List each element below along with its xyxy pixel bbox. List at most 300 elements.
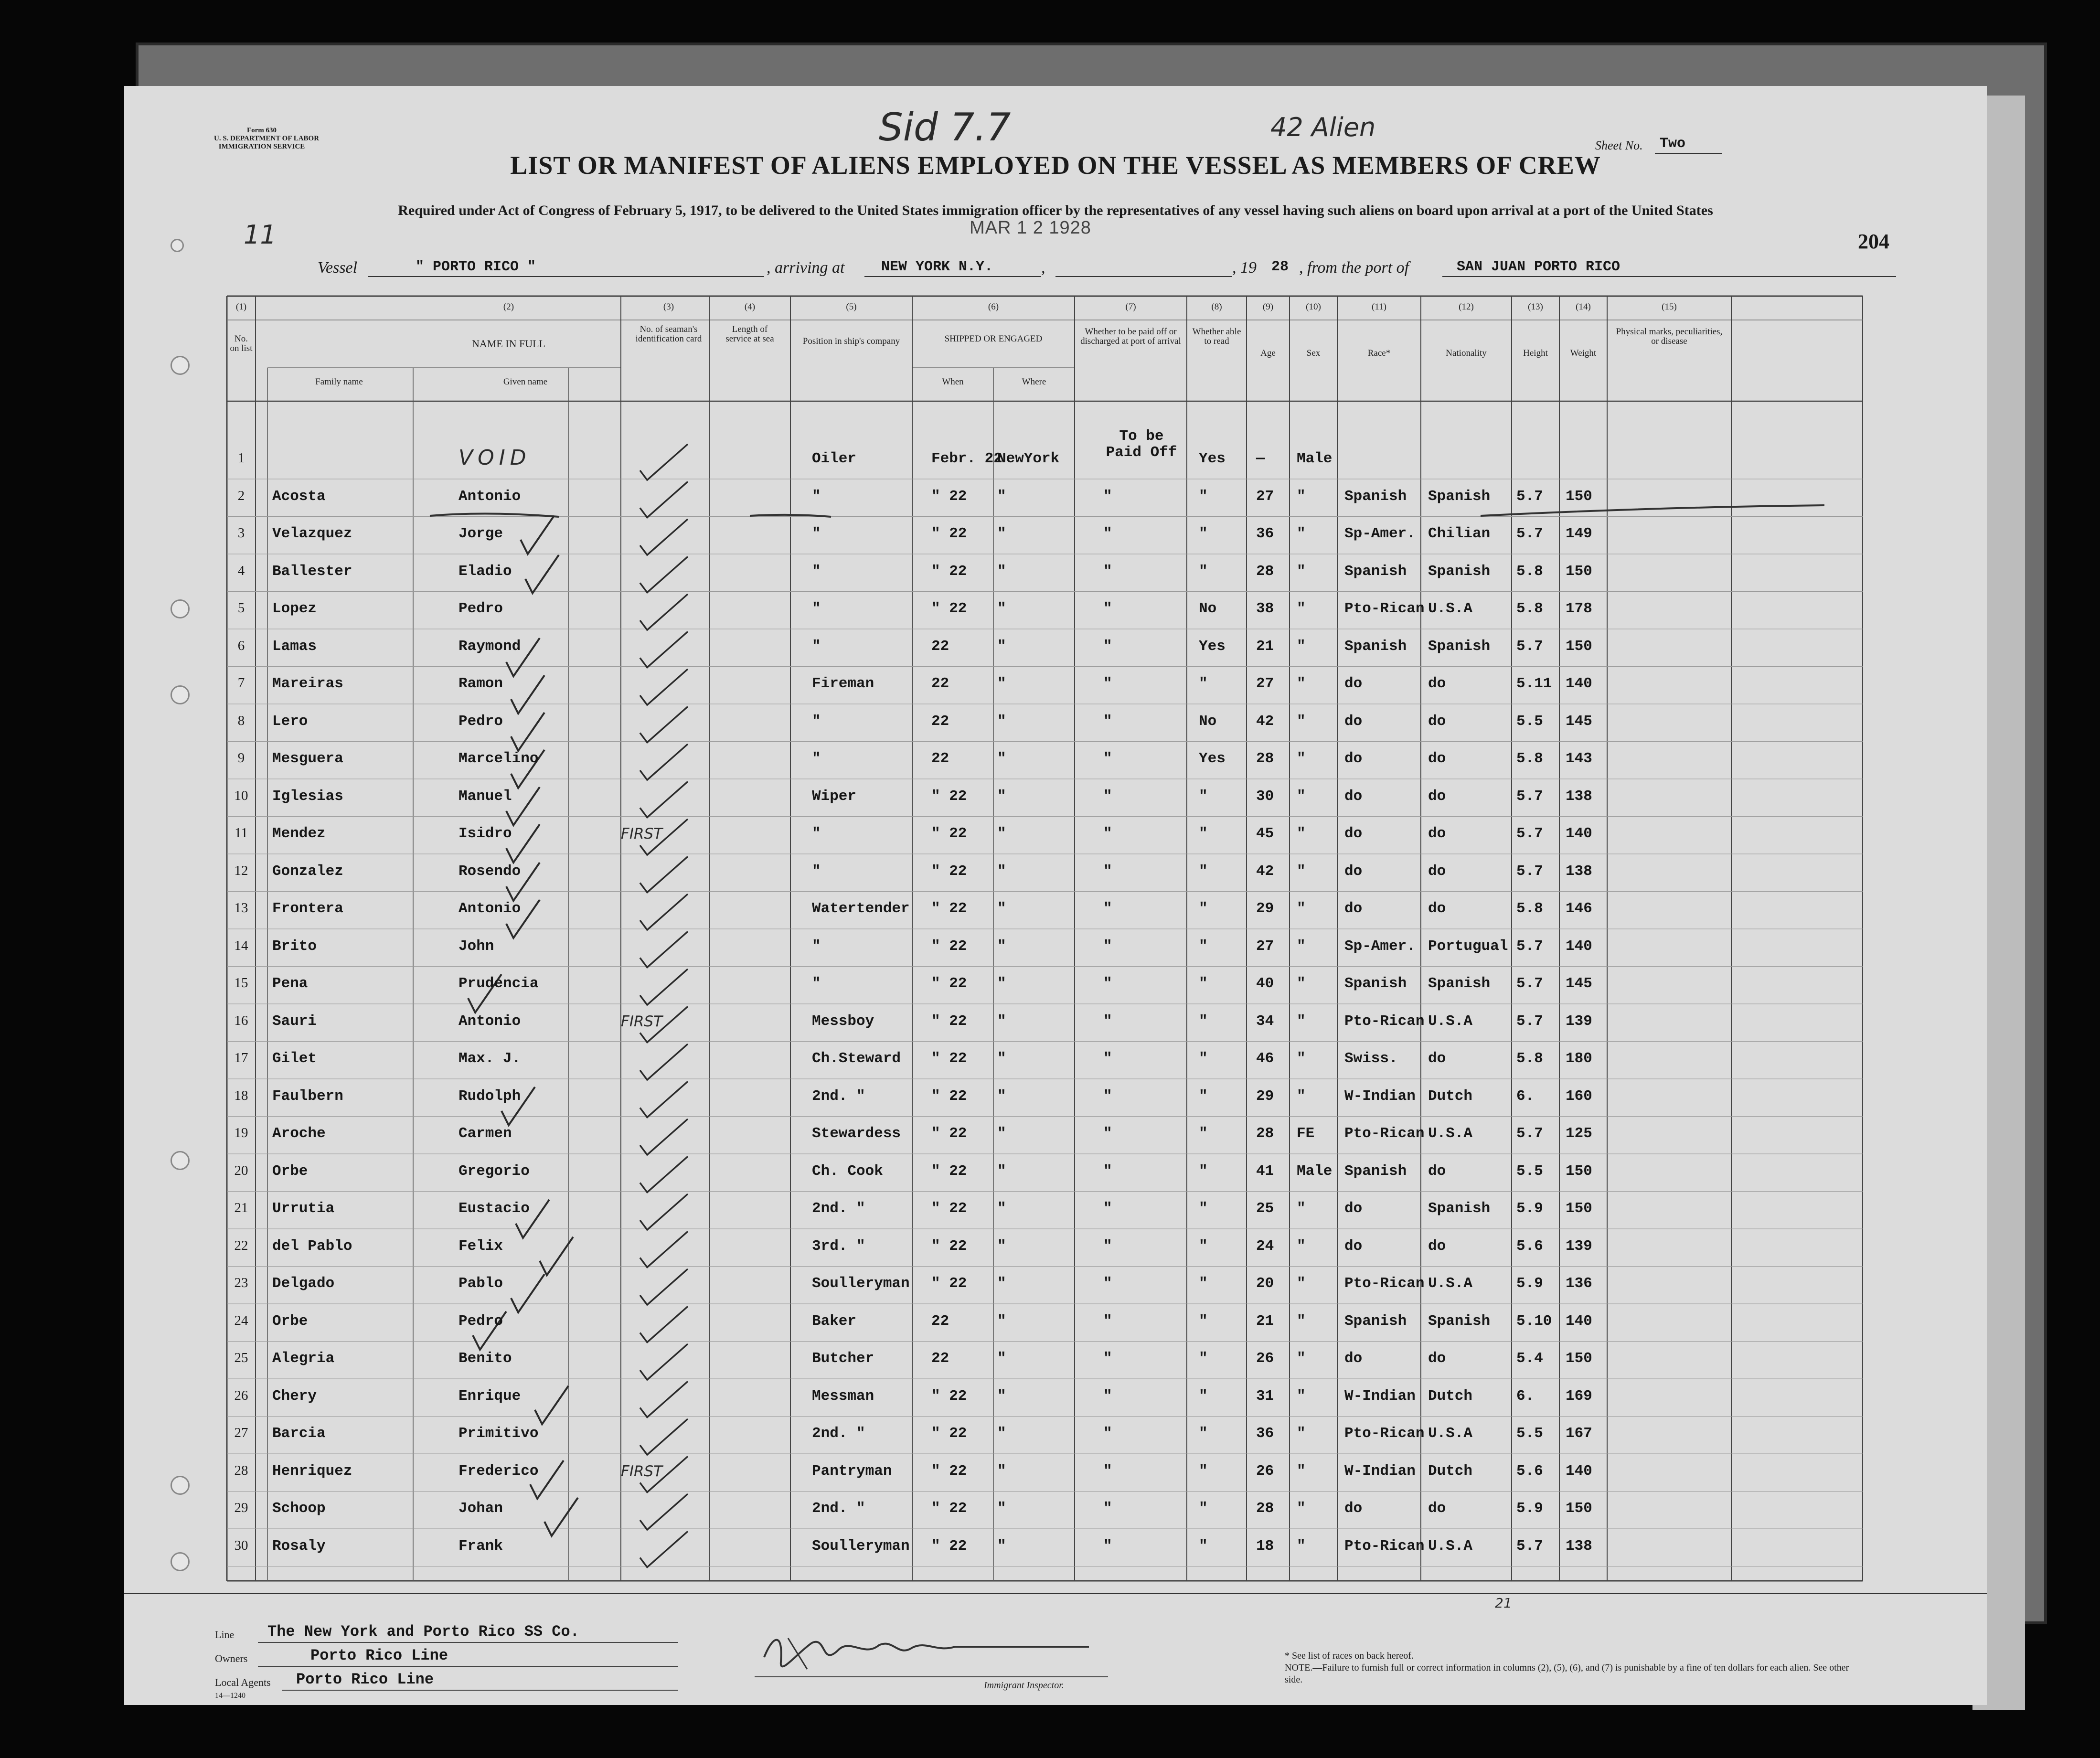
table-row	[124, 667, 1987, 704]
binder-hole	[171, 1151, 190, 1170]
cell-read: "	[1199, 488, 1208, 505]
cell-read: "	[1199, 1012, 1208, 1030]
cell-race: W-Indian	[1344, 1462, 1416, 1480]
cell-race: do	[1344, 1350, 1363, 1367]
cell-read: "	[1199, 1425, 1208, 1442]
cell-position: "	[812, 975, 821, 992]
cell-race: Pto-Rican	[1344, 1275, 1425, 1292]
cell-weight: 143	[1566, 750, 1592, 767]
cell-when: " 22	[931, 1012, 967, 1030]
cell-when: " 22	[931, 788, 967, 805]
cell-read: "	[1199, 1500, 1208, 1517]
cell-no: 5	[237, 600, 245, 616]
table-row	[124, 892, 1987, 929]
cell-age: 27	[1256, 938, 1274, 955]
cell-read: "	[1199, 563, 1208, 580]
handwritten-note: 11	[244, 220, 277, 250]
cell-position: Messman	[812, 1387, 874, 1405]
cell-height: 5.9	[1516, 1500, 1543, 1517]
cell-weight: 138	[1566, 863, 1592, 880]
header-seaman-card: No. of seaman's identification card	[635, 324, 702, 344]
cell-age: 29	[1256, 1087, 1274, 1105]
cell-family: Alegria	[272, 1350, 335, 1367]
cell-sex: Male	[1297, 450, 1332, 467]
cell-given: Eladio	[458, 563, 512, 580]
cell-race: Pto-Rican	[1344, 1125, 1425, 1142]
cell-position: Soulleryman	[812, 1275, 910, 1292]
page-title: LIST OR MANIFEST OF ALIENS EMPLOYED ON THE VESSEL AS MEMBERS OF CREW	[510, 151, 1601, 180]
cell-where: "	[997, 563, 1006, 580]
cell-race: do	[1344, 713, 1363, 730]
cell-read: "	[1199, 825, 1208, 842]
cell-where: "	[997, 1387, 1006, 1405]
column-number: (2)	[503, 302, 514, 312]
cell-position: "	[812, 863, 821, 880]
cell-where: "	[997, 1200, 1006, 1217]
cell-when: 22	[931, 1312, 949, 1330]
cell-position: Stewardess	[812, 1125, 901, 1142]
cell-read: No	[1199, 713, 1217, 730]
cell-height: 5.4	[1516, 1350, 1543, 1367]
cell-age: 30	[1256, 788, 1274, 805]
cell-no: 28	[234, 1462, 248, 1478]
cell-age: 24	[1256, 1237, 1274, 1255]
agents-underline	[282, 1690, 678, 1691]
cell-read: "	[1199, 1275, 1208, 1292]
cell-nat: U.S.A	[1428, 1125, 1473, 1142]
cell-no: 14	[234, 938, 248, 953]
cell-paid: "	[1103, 1425, 1112, 1442]
cell-race: do	[1344, 1500, 1363, 1517]
cell-race: W-Indian	[1344, 1087, 1416, 1105]
from-label: , from the port of	[1299, 259, 1409, 277]
cell-paid: "	[1103, 713, 1112, 730]
cell-age: 27	[1256, 675, 1274, 692]
cell-race: Pto-Rican	[1344, 1425, 1425, 1442]
cell-family: Rosaly	[272, 1537, 326, 1555]
manifest-page	[124, 86, 1987, 1705]
cell-weight: 150	[1566, 1350, 1592, 1367]
cell-race: do	[1344, 1200, 1363, 1217]
cell-paid: "	[1103, 975, 1112, 992]
cell-sex: "	[1297, 863, 1306, 880]
cell-position: 3rd. "	[812, 1237, 865, 1255]
cell-paid: "	[1103, 1500, 1112, 1517]
cell-weight: 150	[1566, 563, 1592, 580]
cell-paid: "	[1103, 488, 1112, 505]
cell-when: " 22	[931, 1200, 967, 1217]
column-number: (15)	[1662, 302, 1677, 312]
cell-sex: "	[1297, 1462, 1306, 1480]
header-able-read: Whether able to read	[1192, 327, 1241, 346]
cell-nat: Dutch	[1428, 1462, 1473, 1480]
cell-nat: do	[1428, 1162, 1446, 1180]
cell-nat: do	[1428, 1350, 1446, 1367]
cell-race: Sp-Amer.	[1344, 525, 1416, 542]
cell-when: " 22	[931, 525, 967, 542]
cell-sex: "	[1297, 638, 1306, 655]
cell-where: "	[997, 1237, 1006, 1255]
column-number: (7)	[1125, 302, 1136, 312]
cell-given: Pedro	[458, 713, 503, 730]
table-row	[124, 592, 1987, 629]
table-row	[124, 1454, 1987, 1492]
cell-family: Gilet	[272, 1050, 317, 1067]
cell-nat: do	[1428, 863, 1446, 880]
cell-race: do	[1344, 900, 1363, 917]
cell-weight: 149	[1566, 525, 1592, 542]
cell-family: Mareiras	[272, 675, 343, 692]
table-row	[124, 1192, 1987, 1229]
cell-family: Chery	[272, 1387, 317, 1405]
cell-family: Orbe	[272, 1162, 308, 1180]
cell-read: "	[1199, 1087, 1208, 1105]
cell-sex: "	[1297, 900, 1306, 917]
cell-nat: U.S.A	[1428, 1275, 1473, 1292]
header-position: Position in ship's company	[802, 336, 900, 346]
cell-where: "	[997, 1125, 1006, 1142]
cell-family: del Pablo	[272, 1237, 352, 1255]
column-number: (12)	[1459, 302, 1474, 312]
cell-age: 21	[1256, 638, 1274, 655]
cell-family: Pena	[272, 975, 308, 992]
cell-position: 2nd. "	[812, 1200, 865, 1217]
cell-nat: Spanish	[1428, 638, 1491, 655]
header-name-in-full: NAME IN FULL	[472, 338, 545, 350]
cell-age: 26	[1256, 1350, 1274, 1367]
cell-age: —	[1256, 450, 1265, 467]
cell-where: "	[997, 1087, 1006, 1105]
cell-sex: "	[1297, 1350, 1306, 1367]
cell-given: Marcelino	[458, 750, 539, 767]
cell-when: " 22	[931, 938, 967, 955]
cell-age: 46	[1256, 1050, 1274, 1067]
cell-weight: 150	[1566, 638, 1592, 655]
cell-when: " 22	[931, 1500, 967, 1517]
column-number: (5)	[846, 302, 857, 312]
cell-given: Pedro	[458, 600, 503, 617]
cell-height: 5.7	[1516, 938, 1543, 955]
cell-where: "	[997, 1162, 1006, 1180]
table-row	[124, 479, 1987, 517]
cell-weight: 125	[1566, 1125, 1592, 1142]
cell-age: 26	[1256, 1462, 1274, 1480]
cell-when: 22	[931, 638, 949, 655]
cell-height: 6.	[1516, 1387, 1535, 1405]
cell-sex: "	[1297, 600, 1306, 617]
year-prefix: , 19	[1232, 259, 1257, 277]
cell-family: Faulbern	[272, 1087, 343, 1105]
cell-sex: "	[1297, 563, 1306, 580]
cell-race: Pto-Rican	[1344, 1012, 1425, 1030]
cell-where: "	[997, 788, 1006, 805]
cell-where: "	[997, 1537, 1006, 1555]
binder-hole	[171, 1476, 190, 1495]
owners-value: Porto Rico Line	[310, 1647, 448, 1664]
cell-height: 5.7	[1516, 525, 1543, 542]
owners-underline	[258, 1666, 678, 1667]
cell-no: 17	[234, 1050, 248, 1065]
cell-paid: "	[1103, 1312, 1112, 1330]
footnote-note: NOTE.—Failure to furnish full or correct information in columns (2), (5), (6), and (7) is punishable by a fine of ten dollars for each alien. See other side.	[1285, 1662, 1849, 1685]
cell-no: 4	[237, 563, 245, 578]
cell-race: Pto-Rican	[1344, 1537, 1425, 1555]
cell-sex: "	[1297, 1275, 1306, 1292]
table-row	[124, 1004, 1987, 1042]
cell-paid: "	[1103, 750, 1112, 767]
cell-read: "	[1199, 1537, 1208, 1555]
cell-when: " 22	[931, 1425, 967, 1442]
cell-when: " 22	[931, 600, 967, 617]
cell-where: "	[997, 488, 1006, 505]
line-underline	[258, 1642, 678, 1643]
cell-no: 15	[234, 975, 248, 991]
cell-given: Prudencia	[458, 975, 539, 992]
cell-race: do	[1344, 675, 1363, 692]
cell-position: Soulleryman	[812, 1537, 910, 1555]
cell-height: 5.8	[1516, 600, 1543, 617]
cell-family: Lopez	[272, 600, 317, 617]
cell-sex: FE	[1297, 1125, 1315, 1142]
cell-nat: Dutch	[1428, 1087, 1473, 1105]
cell-age: 40	[1256, 975, 1274, 992]
cell-position: "	[812, 488, 821, 505]
binder-hole	[171, 239, 184, 252]
cell-sex: "	[1297, 1387, 1306, 1405]
cell-read: "	[1199, 525, 1208, 542]
cell-no: 22	[234, 1237, 248, 1253]
cell-age: 45	[1256, 825, 1274, 842]
cell-no: 29	[234, 1500, 248, 1515]
cell-position: Ch.Steward	[812, 1050, 901, 1067]
cell-weight: 180	[1566, 1050, 1592, 1067]
cell-family: Ballester	[272, 563, 352, 580]
form-code: 14—1240	[215, 1692, 245, 1700]
cell-where: "	[997, 975, 1006, 992]
cell-age: 38	[1256, 600, 1274, 617]
cell-position: 2nd. "	[812, 1087, 865, 1105]
header-age: Age	[1260, 348, 1276, 358]
cell-when: " 22	[931, 1462, 967, 1480]
cell-race: Spanish	[1344, 638, 1407, 655]
cell-height: 5.8	[1516, 900, 1543, 917]
header-shipped: SHIPPED OR ENGAGED	[944, 334, 1043, 344]
cell-sex: "	[1297, 488, 1306, 505]
cell-sex: "	[1297, 1312, 1306, 1330]
sheet-number-value: Two	[1660, 136, 1686, 152]
cell-weight: 140	[1566, 1312, 1592, 1330]
table-row	[124, 1492, 1987, 1529]
cell-position: "	[812, 563, 821, 580]
column-number: (4)	[744, 302, 756, 312]
cell-nat: Portugual	[1428, 938, 1508, 955]
header-race: Race*	[1367, 348, 1391, 358]
header-no-on-list: No. on list	[230, 334, 253, 353]
cell-given: Benito	[458, 1350, 512, 1367]
cell-where: "	[997, 1500, 1006, 1517]
cell-race: do	[1344, 1237, 1363, 1255]
cell-where: "	[997, 1012, 1006, 1030]
cell-nat: U.S.A	[1428, 1012, 1473, 1030]
header-sex: Sex	[1306, 348, 1321, 358]
cell-read: Yes	[1199, 638, 1226, 655]
cell-paid: "	[1103, 1050, 1112, 1067]
cell-given: Pedro	[458, 1312, 503, 1330]
cell-where: "	[997, 713, 1006, 730]
sheet-number-label: Sheet No.	[1595, 139, 1643, 152]
cell-nat: do	[1428, 713, 1446, 730]
cell-when: " 22	[931, 1387, 967, 1405]
cell-when: 22	[931, 675, 949, 692]
cell-nat: Spanish	[1428, 975, 1491, 992]
cell-height: 5.6	[1516, 1237, 1543, 1255]
cell-age: 28	[1256, 1125, 1274, 1142]
cell-when: " 22	[931, 975, 967, 992]
cell-paid: "	[1103, 1012, 1112, 1030]
cell-where: "	[997, 600, 1006, 617]
cell-sex: "	[1297, 1500, 1306, 1517]
cell-when: " 22	[931, 1087, 967, 1105]
inspector-signature	[755, 1624, 1098, 1681]
column-number: (13)	[1528, 302, 1543, 312]
cell-height: 5.7	[1516, 1537, 1543, 1555]
cell-age: 21	[1256, 1312, 1274, 1330]
cell-no: 24	[234, 1312, 248, 1328]
cell-nat: Spanish	[1428, 1200, 1491, 1217]
cell-read: Yes	[1199, 450, 1226, 467]
cell-when: " 22	[931, 1237, 967, 1255]
table-row	[124, 1342, 1987, 1379]
cell-age: 28	[1256, 750, 1274, 767]
cell-family: Velazquez	[272, 525, 352, 542]
cell-family: Aroche	[272, 1125, 326, 1142]
cell-no: 26	[234, 1387, 248, 1403]
header-family-name: Family name	[315, 377, 363, 387]
cell-position: "	[812, 713, 821, 730]
cell-given: Jorge	[458, 525, 503, 542]
cell-paid: "	[1103, 563, 1112, 580]
cell-age: 20	[1256, 1275, 1274, 1292]
cell-race: Pto-Rican	[1344, 600, 1425, 617]
cell-weight: 138	[1566, 788, 1592, 805]
agents-value: Porto Rico Line	[296, 1671, 434, 1688]
cell-read: "	[1199, 1350, 1208, 1367]
column-number: (11)	[1372, 302, 1386, 312]
cell-family: Mesguera	[272, 750, 343, 767]
table-row	[124, 1417, 1987, 1454]
handwritten-note: 42 Alien	[1270, 112, 1376, 142]
cell-read: "	[1199, 975, 1208, 992]
cell-when: " 22	[931, 825, 967, 842]
cell-family: Henriquez	[272, 1462, 352, 1480]
cell-sex: "	[1297, 675, 1306, 692]
cell-weight: 138	[1566, 1537, 1592, 1555]
footer-divider	[124, 1593, 1987, 1594]
line-label: Line	[215, 1629, 235, 1641]
cell-position: Pantryman	[812, 1462, 892, 1480]
cell-race: Spanish	[1344, 1312, 1407, 1330]
cell-weight: 136	[1566, 1275, 1592, 1292]
cell-card: FIRST	[621, 825, 663, 842]
cell-when: Febr. 22	[931, 450, 1002, 467]
cell-sex: Male	[1297, 1162, 1332, 1180]
cell-no: 16	[234, 1012, 248, 1028]
cell-where: "	[997, 1462, 1006, 1480]
cell-nat: do	[1428, 675, 1446, 692]
cell-no: 23	[234, 1275, 248, 1290]
cell-where: "	[997, 1425, 1006, 1442]
column-number: (14)	[1576, 302, 1591, 312]
line-value: The New York and Porto Rico SS Co.	[267, 1623, 579, 1641]
form-line: U. S. DEPARTMENT OF LABOR	[214, 135, 320, 142]
cell-height: 5.10	[1516, 1312, 1552, 1330]
cell-paid: "	[1103, 900, 1112, 917]
cell-weight: 178	[1566, 600, 1592, 617]
cell-family: Frontera	[272, 900, 343, 917]
cell-height: 5.7	[1516, 488, 1543, 505]
cell-family: Sauri	[272, 1012, 317, 1030]
cell-weight: 150	[1566, 1162, 1592, 1180]
cell-sex: "	[1297, 1087, 1306, 1105]
cell-height: 5.8	[1516, 1050, 1543, 1067]
cell-nat: do	[1428, 1500, 1446, 1517]
cell-paid: "	[1103, 1387, 1112, 1405]
cell-weight: 146	[1566, 900, 1592, 917]
cell-age: 41	[1256, 1162, 1274, 1180]
cell-read: "	[1199, 1312, 1208, 1330]
cell-read: "	[1199, 1200, 1208, 1217]
cell-no: 11	[235, 825, 248, 841]
cell-position: Oiler	[812, 450, 857, 467]
cell-given: Manuel	[458, 788, 512, 805]
cell-sex: "	[1297, 788, 1306, 805]
cell-no: 12	[234, 863, 248, 878]
cell-given: Frank	[458, 1537, 503, 1555]
cell-where: "	[997, 863, 1006, 880]
cell-family: Orbe	[272, 1312, 308, 1330]
cell-where: NewYork	[997, 450, 1060, 467]
cell-position: "	[812, 638, 821, 655]
cell-given: Johan	[458, 1500, 503, 1517]
cell-family: Barcia	[272, 1425, 326, 1442]
cell-where: "	[997, 1275, 1006, 1292]
cell-sex: "	[1297, 525, 1306, 542]
cell-height: 5.7	[1516, 825, 1543, 842]
cell-nat: do	[1428, 788, 1446, 805]
table-row	[124, 704, 1987, 742]
cell-where: "	[997, 825, 1006, 842]
cell-where: "	[997, 1050, 1006, 1067]
cell-family: Delgado	[272, 1275, 335, 1292]
binder-hole	[171, 1552, 190, 1571]
cell-given: Gregorio	[458, 1162, 530, 1180]
cell-height: 5.11	[1516, 675, 1552, 692]
cell-paid: "	[1103, 1087, 1112, 1105]
cell-paid: "	[1103, 938, 1112, 955]
cell-paid: "	[1103, 1350, 1112, 1367]
cell-sex: "	[1297, 1200, 1306, 1217]
cell-height: 5.7	[1516, 788, 1543, 805]
agents-label: Local Agents	[215, 1676, 271, 1688]
cell-height: 5.5	[1516, 1162, 1543, 1180]
cell-nat: U.S.A	[1428, 600, 1473, 617]
table-row	[124, 1379, 1987, 1417]
cell-paid: "	[1103, 1162, 1112, 1180]
cell-when: " 22	[931, 1275, 967, 1292]
cell-where: "	[997, 938, 1006, 955]
table-row	[124, 742, 1987, 779]
cell-read: "	[1199, 1462, 1208, 1480]
